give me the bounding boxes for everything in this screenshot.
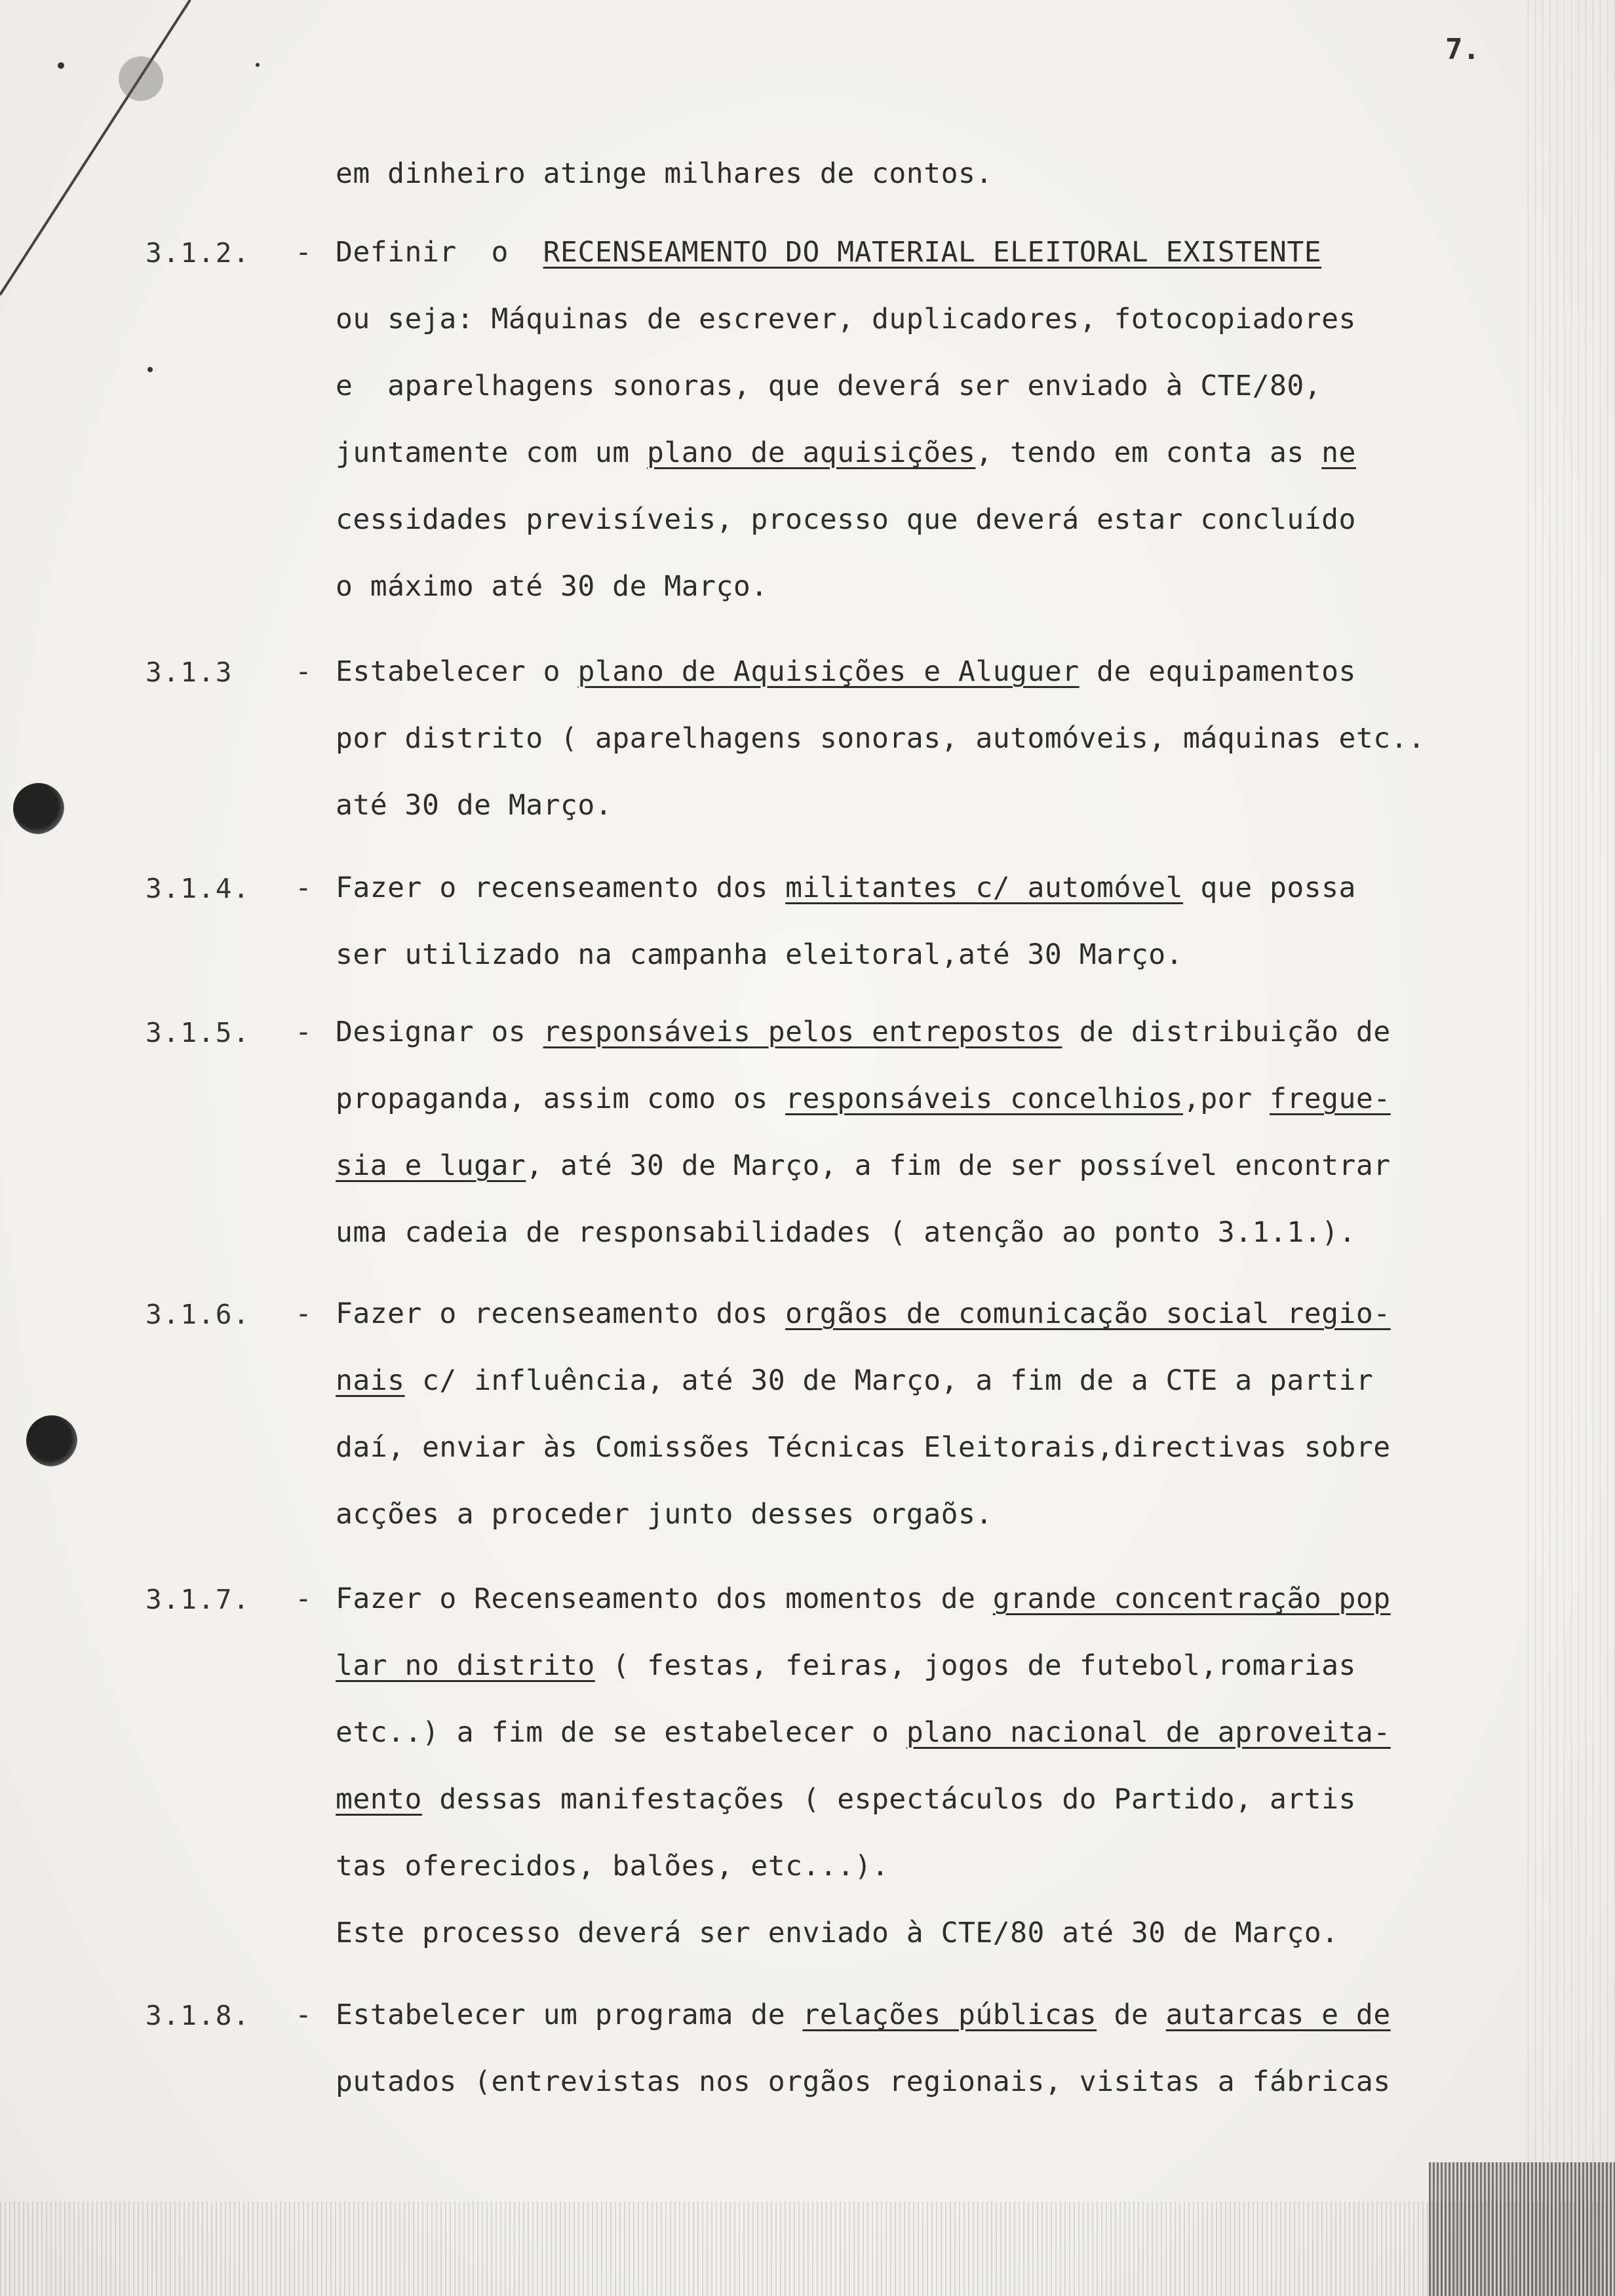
underlined-text: lar no distrito <box>336 1649 595 1682</box>
speck <box>256 63 260 67</box>
item-dash: - <box>295 236 312 269</box>
underlined-text: plano nacional de aproveita- <box>906 1716 1391 1749</box>
underlined-text: mento <box>336 1783 422 1816</box>
item-dash: - <box>295 871 312 904</box>
text-segment: até 30 de Março. <box>336 789 613 822</box>
item-number: 3.1.5. <box>146 1017 251 1048</box>
item-number: 3.1.4. <box>146 873 251 904</box>
item-text-line <box>336 789 612 822</box>
item-text-line <box>336 570 768 603</box>
underlined-text: grande concentração pop <box>992 1582 1391 1615</box>
speck <box>147 367 153 372</box>
text-segment: de equipamentos <box>1079 655 1356 688</box>
underlined-text: autarcas e de <box>1165 1999 1391 2031</box>
text-segment: propaganda, assim como os <box>336 1082 786 1115</box>
underlined-text: plano de aquisições <box>647 436 976 469</box>
item-text-line <box>336 1999 1391 2031</box>
item-text-line <box>336 1431 1391 1464</box>
item-text-line <box>336 503 1356 536</box>
scan-artifact-right <box>1527 0 1615 2296</box>
text-segment: c/ influência, até 30 de Março, a fim de a CTE a partir <box>404 1364 1374 1397</box>
underlined-text: responsáveis concelhios <box>785 1082 1184 1115</box>
scan-artifact-bottom <box>0 2202 1615 2296</box>
text-segment: dessas manifestações ( espectáculos do Partido, artis <box>421 1783 1356 1816</box>
item-text-line <box>336 436 1356 469</box>
item-text-line <box>336 1783 1356 1816</box>
item-number: 3.1.6. <box>146 1299 251 1330</box>
text-segment: tas oferecidos, balões, etc...). <box>336 1850 889 1883</box>
item-text-line <box>336 236 1321 269</box>
item-text-line <box>336 1082 1391 1115</box>
text-segment: Estabelecer um programa de <box>336 1999 803 2031</box>
text-segment: ser utilizado na campanha eleitoral,até 30 Março. <box>336 938 1184 971</box>
item-text-line <box>336 1216 1356 1249</box>
text-segment: juntamente com um <box>336 436 647 469</box>
text-segment: daí, enviar às Comissões Técnicas Eleitorais,directivas sobre <box>336 1431 1391 1464</box>
text-segment: Fazer o Recenseamento dos momentos de <box>336 1582 993 1615</box>
scan-artifact-corner <box>1429 2162 1615 2296</box>
item-text-line <box>336 655 1356 688</box>
text-segment: ,por <box>1183 1082 1270 1115</box>
item-text-line <box>336 1498 993 1531</box>
text-segment: ( festas, feiras, jogos de futebol,romarias <box>594 1649 1356 1682</box>
underlined-text: responsáveis pelos entrepostos <box>543 1016 1062 1048</box>
text-segment: o máximo até 30 de Março. <box>336 570 768 603</box>
text-segment: de <box>1097 1999 1166 2031</box>
page-number: 7. <box>1445 33 1480 66</box>
text-segment: uma cadeia de responsabilidades ( atenção ao ponto 3.1.1.). <box>336 1216 1356 1249</box>
text-segment: Fazer o recenseamento dos <box>336 871 786 904</box>
item-dash: - <box>295 1999 312 2031</box>
item-number: 3.1.3 <box>146 657 233 688</box>
intro-line: em dinheiro atinge milhares de contos. <box>336 157 993 190</box>
item-text-line <box>336 1917 1339 1949</box>
item-number: 3.1.2. <box>146 237 251 269</box>
item-text-line <box>336 1850 889 1883</box>
item-text-line <box>336 1016 1391 1048</box>
item-dash: - <box>295 1016 312 1048</box>
text-segment: e aparelhagens sonoras, que deverá ser enviado à CTE/80, <box>336 370 1322 402</box>
text-segment: acções a proceder junto desses orgaõs. <box>336 1498 993 1531</box>
speck <box>58 62 64 69</box>
text-segment: ou seja: Máquinas de escrever, duplicadores, fotocopiadores <box>336 303 1356 335</box>
underlined-text: RECENSEAMENTO DO MATERIAL ELEITORAL EXISTENTE <box>543 236 1322 269</box>
item-dash: - <box>295 1297 312 1330</box>
underlined-text: plano de Aquisições e Aluguer <box>577 655 1080 688</box>
underlined-text: sia e lugar <box>336 1149 526 1182</box>
text-segment: , até 30 de Março, a fim de ser possível encontrar <box>526 1149 1391 1182</box>
text-segment: Definir o <box>336 236 543 269</box>
text-segment: putados (entrevistas nos orgãos regionais, visitas a fábricas <box>336 2065 1391 2098</box>
underlined-text: ne <box>1321 436 1356 469</box>
underlined-text: militantes c/ automóvel <box>785 871 1184 904</box>
text-segment: , tendo em conta as <box>975 436 1322 469</box>
text-segment: Estabelecer o <box>336 655 578 688</box>
item-text-line <box>336 1716 1391 1749</box>
item-text-line <box>336 1297 1391 1330</box>
item-text-line <box>336 1582 1391 1615</box>
item-text-line <box>336 303 1356 335</box>
underlined-text: fregue- <box>1269 1082 1391 1115</box>
underlined-text: orgãos de comunicação social regio- <box>785 1297 1391 1330</box>
text-segment: Designar os <box>336 1016 543 1048</box>
text-segment: por distrito ( aparelhagens sonoras, automóveis, máquinas etc.. <box>336 722 1426 755</box>
item-dash: - <box>295 1582 312 1615</box>
text-segment: Fazer o recenseamento dos <box>336 1297 786 1330</box>
underlined-text: nais <box>336 1364 405 1397</box>
item-text-line <box>336 370 1321 402</box>
text-segment: etc..) a fim de se estabelecer o <box>336 1716 906 1749</box>
item-text-line <box>336 722 1425 755</box>
item-text-line <box>336 938 1183 971</box>
text-segment: de distribuição de <box>1062 1016 1391 1048</box>
text-segment: Este processo deverá ser enviado à CTE/80 até 30 de Março. <box>336 1917 1339 1949</box>
item-number: 3.1.8. <box>146 2000 251 2031</box>
item-text-line <box>336 1364 1373 1397</box>
item-text-line <box>336 2065 1391 2098</box>
item-dash: - <box>295 655 312 688</box>
item-text-line <box>336 1149 1391 1182</box>
item-number: 3.1.7. <box>146 1584 251 1615</box>
item-text-line <box>336 1649 1356 1682</box>
text-segment: cessidades previsíveis, processo que deverá estar concluído <box>336 503 1356 536</box>
underlined-text: relações públicas <box>802 1999 1097 2031</box>
item-text-line <box>336 871 1356 904</box>
punch-hole-top <box>13 783 64 834</box>
text-segment: que possa <box>1183 871 1356 904</box>
punch-hole-bottom <box>26 1415 77 1466</box>
